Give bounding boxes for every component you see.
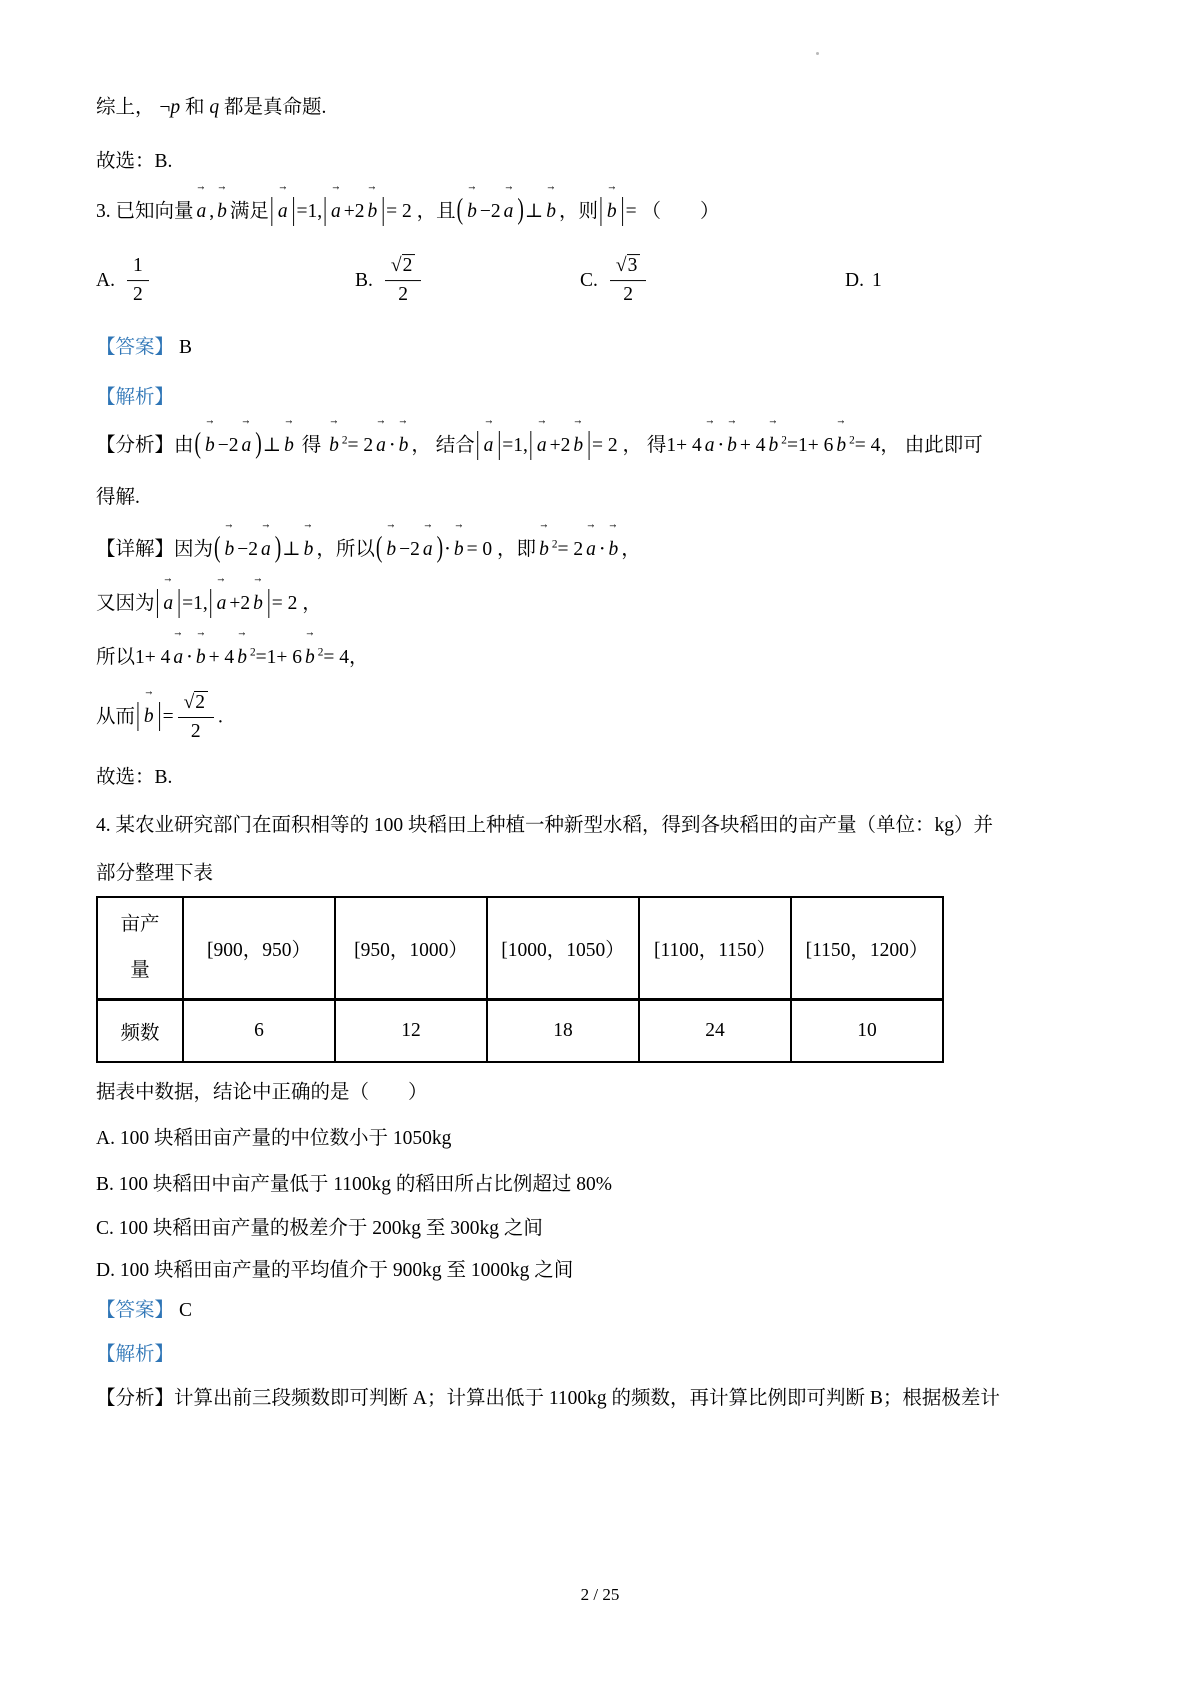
q3-option-a-label: A. (96, 270, 115, 291)
q4-explain-line (96, 1339, 1104, 1371)
table-cell-interval: [900，950） (183, 897, 335, 1000)
table-header-frequency: 频数 (97, 999, 183, 1062)
q3-option-b-label: B. (355, 270, 373, 291)
q3-option-c-label: C. (580, 270, 598, 291)
table-header-yield: 亩产量 (97, 897, 183, 1000)
q4-stem-line2: 部分整理下表 (96, 862, 214, 884)
page-number: 2 / 25 (580, 1585, 620, 1604)
q3-explain-label: 【解析】 (96, 387, 175, 408)
q3-detail-line3: 所以1+ 4 → a ⋅ → b + 4 → b $^2$=1+ 6 → b $^2$= 4， (96, 624, 369, 668)
q4-stem-line1: 4. 某农业研究部门在面积相等的 100 块稻田上种植一种新型水稻，得到各块稻田的亩产量（单位：kg）并 (96, 814, 994, 836)
q3-option-a (96, 255, 153, 307)
q4-analysis-line: 【分析】计算出前三段频数即可判断 A；计算出低于 1100kg 的频数，再计算比例即可判断 B；根据极差计 (96, 1387, 1000, 1409)
q3-answer-line (96, 332, 1104, 364)
q2-conclusion-line: 综上， ¬p 和 q 都是真命题. (96, 97, 327, 118)
q3-detail-line4: 从而| → b |= $\frac{√2}{2}$ . (96, 683, 223, 743)
q3-options-row (96, 242, 1104, 320)
table-row-frequency (97, 999, 943, 1062)
q3-option-d (845, 270, 882, 292)
q3-answer-label: 【答案】 (96, 337, 175, 358)
q3-option-d-label: D. (845, 270, 864, 291)
q3-option-c-value: $\frac{√3}{2}$ (606, 255, 650, 307)
q4-option-d: D. 100 块稻田亩产量的平均值介于 900kg 至 1000kg 之间 (96, 1259, 574, 1281)
q3-stem: 3. 已知向量 → a , → b 满足| → a |=1,| → a +2 → b |= 2 ，且( → b −2 → a )⊥ → b ，则| → b |= （ ） (96, 178, 720, 227)
yield-frequency-table (96, 896, 944, 1063)
q3-detail-line1: 【详解】因为( → b −2 → a )⊥ → b ，所以( → b −2 → a )⋅ → b = 0 ，即 → b $^2$= 2 → a ⋅ → b ， (96, 516, 641, 564)
table-row-yield (97, 897, 943, 1000)
q3-analysis-line2: 得解. (96, 487, 140, 508)
table-cell-interval: [950，1000） (335, 897, 487, 1000)
q4-answer-line (96, 1295, 1104, 1327)
q4-option-b: B. 100 块稻田中亩产量低于 1100kg 的稻田所占比例超过 80% (96, 1173, 613, 1195)
q4-option-a: A. 100 块稻田亩产量的中位数小于 1050kg (96, 1127, 452, 1149)
q3-option-a-value: $\frac{1}{2}$ (123, 255, 153, 307)
table-cell-interval: [1000，1050） (487, 897, 639, 1000)
q3-explain-line (96, 382, 1104, 414)
table-cell-interval: [1150，1200） (791, 897, 943, 1000)
table-cell-frequency: 6 (183, 999, 335, 1062)
q3-option-b-value: $\frac{√2}{2}$ (381, 255, 425, 307)
table-cell-frequency: 24 (639, 999, 791, 1062)
table-cell-interval: [1100，1150） (639, 897, 791, 1000)
q4-answer-label: 【答案】 (96, 1299, 175, 1321)
q4-answer-value: C (179, 1299, 193, 1321)
q4-option-c: C. 100 块稻田亩产量的极差介于 200kg 至 300kg 之间 (96, 1217, 543, 1239)
q3-analysis-line1: 【分析】由( → b −2 → a )⊥ → b 得 → b $^2$= 2 → a ⋅ → b ， 结合| → a |=1,| → a +2 → b |= 2 ， 得1+ 4 → a ⋅ → b + 4 → b $^2$=1+ 6 → b $^2$= 4， 由此即可 (96, 412, 983, 461)
table-cell-frequency: 10 (791, 999, 943, 1062)
q3-detail-line2: 又因为| → a |=1,| → a +2 → b |= 2 ， (96, 570, 322, 619)
q4-explain-label: 【解析】 (96, 1343, 175, 1365)
table-cell-frequency: 18 (487, 999, 639, 1062)
stray-mark (816, 52, 819, 55)
q3-answer-value: B (179, 337, 193, 358)
q3-option-b (355, 255, 425, 307)
q4-prompt: 据表中数据，结论中正确的是（ ） (96, 1081, 428, 1103)
q2-choice-line: 故选：B. (96, 151, 173, 172)
table-cell-frequency: 12 (335, 999, 487, 1062)
q3-option-d-value: 1 (871, 270, 882, 291)
q3-choice-line: 故选：B. (96, 766, 173, 788)
q3-option-c (580, 255, 650, 307)
